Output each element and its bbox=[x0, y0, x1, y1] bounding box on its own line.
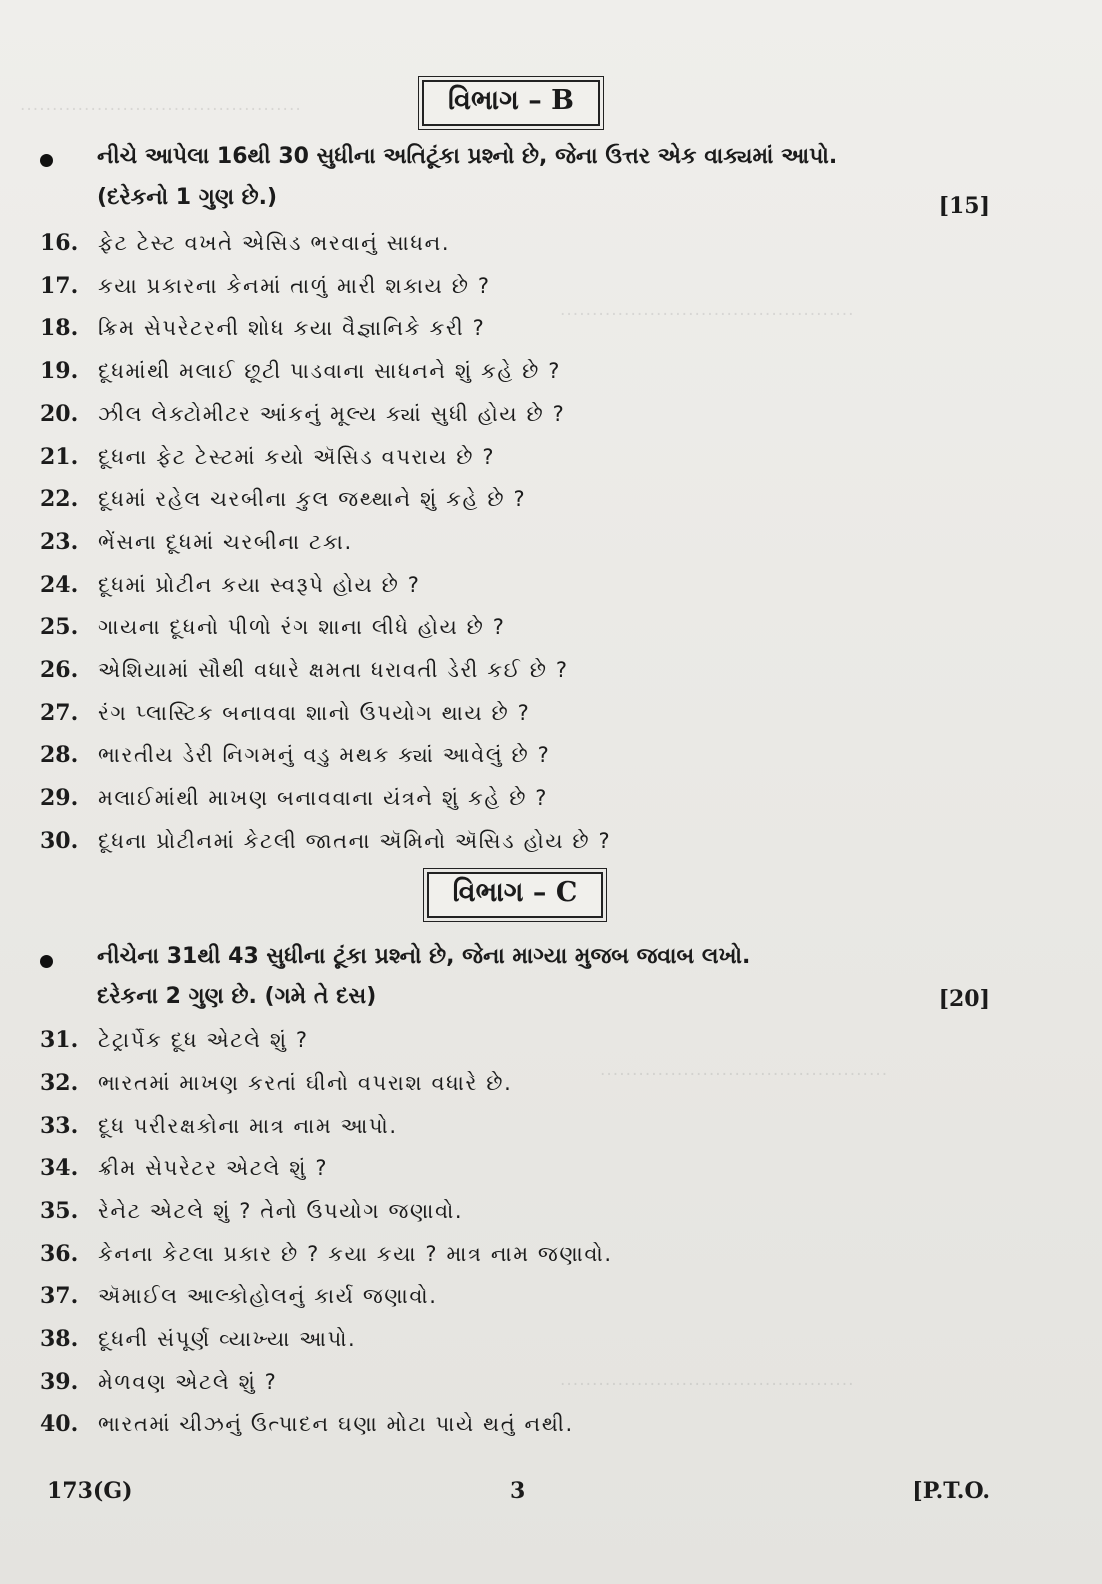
question-22: 22. દૂધમાં રહેલ ચરબીના કુલ જથ્થાને શું કહે છે ? bbox=[40, 486, 527, 512]
question-30: 30. દૂધના પ્રોટીનમાં કેટલી જાતના ઍમિનો ઍસિડ હોય છે ? bbox=[40, 828, 612, 854]
question-26: 26. એશિયામાં સૌથી વધારે ક્ષમતા ધરાવતી ડેરી કઈ છે ? bbox=[40, 657, 569, 683]
question-18: 18. ક્રિમ સેપરેટરની શોધ કયા વૈજ્ઞાનિકે કરી ? bbox=[40, 315, 486, 341]
question-32: 32. ભારતમાં માખણ કરતાં ઘીનો વપરાશ વધારે છે. bbox=[40, 1070, 513, 1096]
question-23: 23. ભેંસના દૂધમાં ચરબીના ટકા. bbox=[40, 529, 353, 555]
question-28: 28. ભારતીય ડેરી નિગમનું વડુ મથક ક્યાં આવેલું છે ? bbox=[40, 742, 551, 768]
question-24: 24. દૂધમાં પ્રોટીન કયા સ્વરૂપે હોય છે ? bbox=[40, 572, 421, 598]
question-20: 20. ઝીલ લેક્ટોમીટર આંકનું મૂલ્ય ક્યાં સુધી હોય છે ? bbox=[40, 401, 566, 427]
question-31: 31. ટેટ્રાર્પેક દૂધ એટલે શું ? bbox=[40, 1027, 309, 1053]
section-c-title: વિભાગ – C bbox=[427, 872, 603, 918]
question-21: 21. દૂધના ફેટ ટેસ્ટમાં કયો ઍસિડ વપરાય છે ? bbox=[40, 444, 496, 470]
bleed-through-text: .............................................. bbox=[560, 300, 855, 320]
question-37: 37. ઍમાઈલ આલ્કોહોલનું કાર્ય જણાવો. bbox=[40, 1283, 438, 1309]
section-c-marks-note: દરેકના 2 ગુણ છે. (ગમે તે દસ) bbox=[97, 984, 377, 1009]
question-19: 19. દૂધમાંથી મલાઈ છૂટી પાડવાના સાધનને શું કહે છે ? bbox=[40, 358, 562, 384]
question-39: 39. મેળવણ એટલે શું ? bbox=[40, 1369, 278, 1395]
bleed-through-text: ............................................ bbox=[20, 95, 302, 115]
question-36: 36. કેનના કેટલા પ્રકાર છે ? કયા કયા ? માત્ર નામ જણાવો. bbox=[40, 1241, 613, 1267]
section-c-instruction: નીચેના 31થી 43 સુધીના ટૂંકા પ્રશ્નો છે, જેના માગ્યા મુજબ જવાબ લખો. bbox=[97, 944, 751, 969]
question-17: 17. કયા પ્રકારના કેનમાં તાળું મારી શકાય છે ? bbox=[40, 273, 491, 299]
question-25: 25. ગાયના દૂધનો પીળો રંગ શાના લીધે હોય છે ? bbox=[40, 614, 506, 640]
bullet-icon bbox=[40, 154, 53, 167]
question-38: 38. દૂધની સંપૂર્ણ વ્યાખ્યા આપો. bbox=[40, 1326, 357, 1352]
question-35: 35. રેનેટ એટલે શું ? તેનો ઉપયોગ જણાવો. bbox=[40, 1198, 464, 1224]
bullet-icon bbox=[40, 955, 53, 968]
question-16: 16. ફેટ ટેસ્ટ વખતે એસિડ ભરવાનું સાધન. bbox=[40, 230, 451, 256]
question-27: 27. રંગ પ્લાસ્ટિક બનાવવા શાનો ઉપયોગ થાય છે ? bbox=[40, 700, 531, 726]
question-29: 29. મલાઈમાંથી માખણ બનાવવાના યંત્રને શું કહે છે ? bbox=[40, 785, 549, 811]
section-b-marks-note: (દરેકનો 1 ગુણ છે.) bbox=[97, 185, 278, 210]
bleed-through-text: .............................................. bbox=[560, 1370, 855, 1390]
paper-code: 173(G) bbox=[47, 1478, 133, 1504]
bleed-through-text: ............................................. bbox=[600, 1060, 889, 1080]
page-number: 3 bbox=[510, 1478, 526, 1504]
question-33: 33. દૂધ પરીરક્ષકોના માત્ર નામ આપો. bbox=[40, 1113, 398, 1139]
section-b-marks: [15] bbox=[938, 193, 990, 219]
section-b-title: વિભાગ – B bbox=[422, 80, 600, 126]
section-b-instruction: નીચે આપેલા 16થી 30 સુધીના અતિટૂંકા પ્રશ્નો છે, જેના ઉત્તર એક વાક્યમાં આપો. bbox=[97, 144, 838, 169]
pto-label: [P.T.O. bbox=[912, 1478, 990, 1504]
question-34: 34. ક્રીમ સેપરેટર એટલે શું ? bbox=[40, 1155, 329, 1181]
question-40: 40. ભારતમાં ચીઝનું ઉત્પાદન ઘણા મોટા પાયે થતું નથી. bbox=[40, 1411, 574, 1437]
section-c-marks: [20] bbox=[938, 986, 990, 1012]
